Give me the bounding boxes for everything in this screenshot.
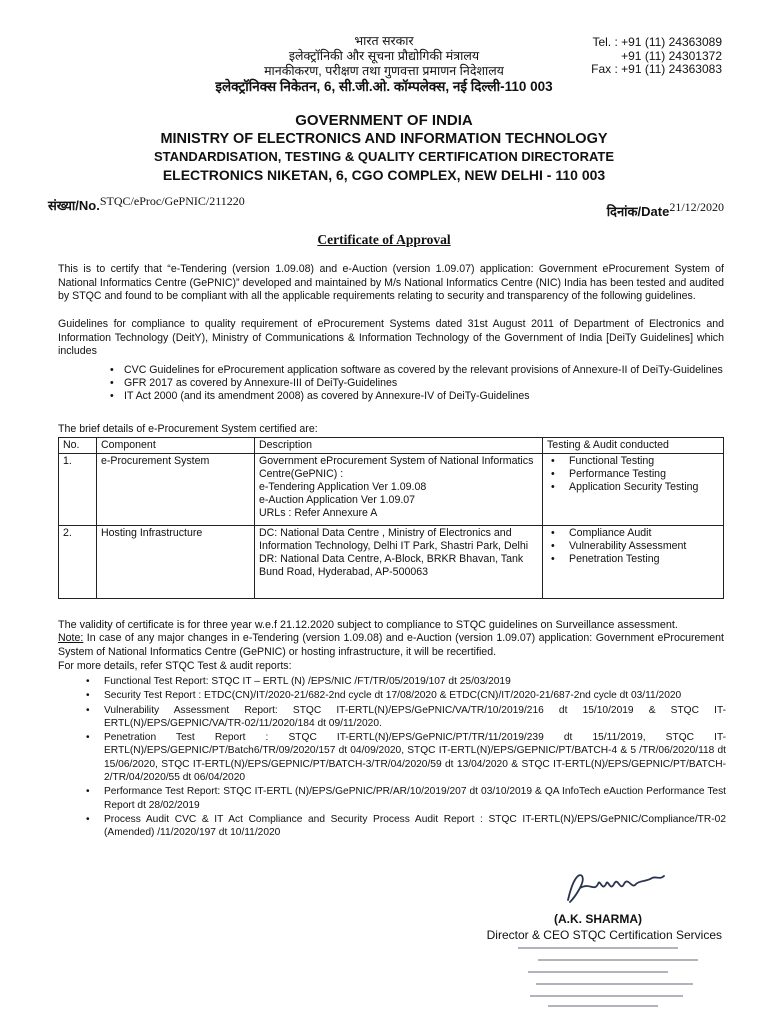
list-item: • Application Security Testing bbox=[547, 481, 719, 494]
row-no: 2. bbox=[59, 526, 97, 599]
description-line: e-Tendering Application Ver 1.09.08 bbox=[259, 481, 427, 493]
address-line: ELECTRONICS NIKETAN, 6, CGO COMPLEX, NEW DELHI - 110 003 bbox=[162, 167, 606, 183]
header-component: Component bbox=[97, 438, 255, 454]
hindi-line-2: इलेक्ट्रॉनिकी और सूचना प्रौद्योगिकी मंत्रालय bbox=[288, 49, 480, 63]
list-item: • Compliance Audit bbox=[547, 527, 719, 540]
signatory-name: (A.K. SHARMA) bbox=[554, 912, 642, 926]
row-testing bbox=[543, 454, 724, 526]
reference-label: संख्या/No. bbox=[48, 198, 100, 213]
date-value: 21/12/2020 bbox=[669, 200, 724, 214]
row-no: 1. bbox=[59, 454, 97, 526]
header-no: No. bbox=[59, 438, 97, 454]
list-item: • Functional Test Report: STQC IT – ERTL (N) /EPS/NIC /FT/TR/05/2019/107 dt 25/03/2019 bbox=[98, 675, 726, 688]
row-testing bbox=[543, 526, 724, 599]
description-line: URLs : Refer Annexure A bbox=[259, 507, 378, 519]
more-details: For more details, refer STQC Test & audit reports: bbox=[58, 660, 292, 672]
telephone-2: +91 (11) 24301372 bbox=[621, 48, 722, 63]
description-line: e-Auction Application Ver 1.09.07 bbox=[259, 494, 416, 506]
reference-number bbox=[48, 196, 245, 214]
hindi-line-1: भारत सरकार bbox=[354, 34, 414, 48]
note-text: In case of any major changes in e-Tendering (version 1.09.08) and e-Auction (version 1.09.07) application: Government eProcurement System of National Informatics Centre (GePNIC) or hosting infrastructure, it will be recertified. bbox=[58, 632, 724, 658]
certificate-title: Certificate of Approval bbox=[317, 232, 451, 247]
guideline-list bbox=[110, 364, 730, 403]
header-testing: Testing & Audit conducted bbox=[543, 438, 724, 454]
row-description bbox=[255, 526, 543, 599]
contact-block bbox=[591, 36, 722, 77]
reports-list bbox=[98, 675, 726, 841]
reference-value: STQC/eProc/GePNIC/211220 bbox=[99, 194, 245, 208]
description-line: DR: National Data Centre, A-Block, BRKR Bhavan, Tank Bund Road, Hyderabad, AP-500063 bbox=[259, 553, 524, 578]
row-component: Hosting Infrastructure bbox=[97, 526, 255, 599]
list-item: • Vulnerability Assessment Report: STQC IT-ERTL(N)/EPS/GePNIC/VA/TR/10/2019/216 dt 15/10/2019 & STQC IT-ERTL(N)/EPS/GEPNIC/VA/TR-02/11/2020/184 dt 09/11/2020. bbox=[98, 704, 726, 731]
signatory-title: Director & CEO STQC Certification Services bbox=[486, 927, 722, 942]
validity-statement: The validity of certificate is for three year w.e.f 21.12.2020 subject to compliance to STQC guidelines on Surveillance assessment. bbox=[58, 619, 678, 631]
intro-paragraph: This is to certify that “e-Tendering (version 1.09.08) and e-Auction (version 1.09.07) application: Government eProcurement System of National Informatics Centre (GePNIC)” developed and maintained by M/s National Informatics Centre (NIC) India has been tested and audited by STQC and found to be compliant with all the applicable requirements relating to security and transparency of the following guidelines. bbox=[58, 263, 724, 302]
list-item: • GFR 2017 as covered by Annexure-III of DeiTy-Guidelines bbox=[110, 377, 730, 390]
table-row bbox=[59, 454, 724, 526]
description-line: Government eProcurement System of National Informatics Centre(GePNIC) : bbox=[259, 455, 534, 480]
list-item: • Vulnerability Assessment bbox=[547, 540, 719, 553]
signature-image bbox=[560, 862, 670, 912]
note-label: Note: bbox=[58, 632, 84, 644]
brief-heading: The brief details of e-Procurement System certified are: bbox=[58, 423, 318, 435]
list-item: • Functional Testing bbox=[547, 455, 719, 468]
note-paragraph bbox=[58, 632, 724, 659]
list-item: • Performance Test Report: STQC IT-ERTL (N)/EPS/GePNIC/PR/AR/10/2019/207 dt 03/10/2019 & QA InfoTech eAuction Performance Test Report dt 28/02/2019 bbox=[98, 785, 726, 812]
table-header-row bbox=[59, 438, 724, 454]
list-item: • Process Audit CVC & IT Act Compliance and Security Process Audit Report : STQC IT-ERTL(N)/EPS/GePNIC/Compliance/TR-02 (Amended) /11/2020/197 dt 10/11/2020 bbox=[98, 813, 726, 840]
list-item: • Security Test Report : ETDC(CN)/IT/2020-21/682-2nd cycle dt 17/08/2020 & ETDC(CN)/IT/2020-21/687-2nd cycle dt 03/11/2020 bbox=[98, 689, 726, 702]
row-component: e-Procurement System bbox=[97, 454, 255, 526]
description-line: DC: National Data Centre , Ministry of Electronics and Information Technology, Delhi IT Park, Shastri Park, Delhi bbox=[259, 527, 529, 552]
fax-number: Fax : +91 (11) 24363083 bbox=[591, 62, 722, 76]
date-label: दिनांक/Date bbox=[606, 204, 670, 219]
official-stamp-image bbox=[508, 940, 708, 1010]
components-table bbox=[58, 437, 724, 599]
guidelines-paragraph: Guidelines for compliance to quality requirement of eProcurement Systems dated 31st August 2011 of Department of Electronics and Information Technology (DeitY), Ministry of Communications & Information Technology of the Government of India [DeiTy Guidelines] which includes bbox=[58, 318, 724, 357]
list-item: • IT Act 2000 (and its amendment 2008) as covered by Annexure-IV of DeiTy-Guidelines bbox=[110, 390, 730, 403]
header-description: Description bbox=[255, 438, 543, 454]
list-item: • Penetration Test Report : STQC IT-ERTL(N)/EPS/GePNIC/PT/TR/11/2019/239 dt 15/11/2019, STQC IT-ERTL(N)/EPS/GEPNIC/PT/Batch6/TR/09/2020/157 dt 04/09/2020, STQC IT-ERTL(N)/EPS/GEPNIC/PT/BATCH-4 & 5 /TR/06/2020/118 dt 15/06/2020, STQC IT-ERTL(N)/EPS/GEPNIC/PT/BATCH-3/TR/04/2020/59 dt 13/04/2020 & STQC IT-ERTL(N)/EPS/GEPNIC/PT/BATCH-2/TR/04/2020/55 dt 06/04/2020 bbox=[98, 731, 726, 784]
ministry-name: MINISTRY OF ELECTRONICS AND INFORMATION TECHNOLOGY bbox=[160, 131, 608, 147]
table-row bbox=[59, 526, 724, 599]
english-letterhead bbox=[0, 112, 768, 184]
hindi-line-3: मानकीकरण, परीक्षण तथा गुणवत्ता प्रमाणन निदेशालय bbox=[264, 64, 504, 78]
hindi-line-4: इलेक्ट्रॉनिक्स निकेतन, 6, सी.जी.ओ. कॉम्पलेक्स, नई दिल्ली-110 003 bbox=[215, 79, 553, 94]
govt-of-india: GOVERNMENT OF INDIA bbox=[295, 112, 473, 129]
list-item: • Performance Testing bbox=[547, 468, 719, 481]
directorate-name: STANDARDISATION, TESTING & QUALITY CERTIFICATION DIRECTORATE bbox=[153, 149, 615, 164]
telephone-1: Tel. : +91 (11) 24363089 bbox=[592, 35, 722, 49]
list-item: • Penetration Testing bbox=[547, 553, 719, 566]
signatory-block bbox=[487, 912, 722, 943]
row-description bbox=[255, 454, 543, 526]
list-item: • CVC Guidelines for eProcurement application software as covered by the relevant provisions of Annexure-II of DeiTy-Guidelines bbox=[110, 364, 730, 377]
issue-date bbox=[607, 202, 724, 220]
